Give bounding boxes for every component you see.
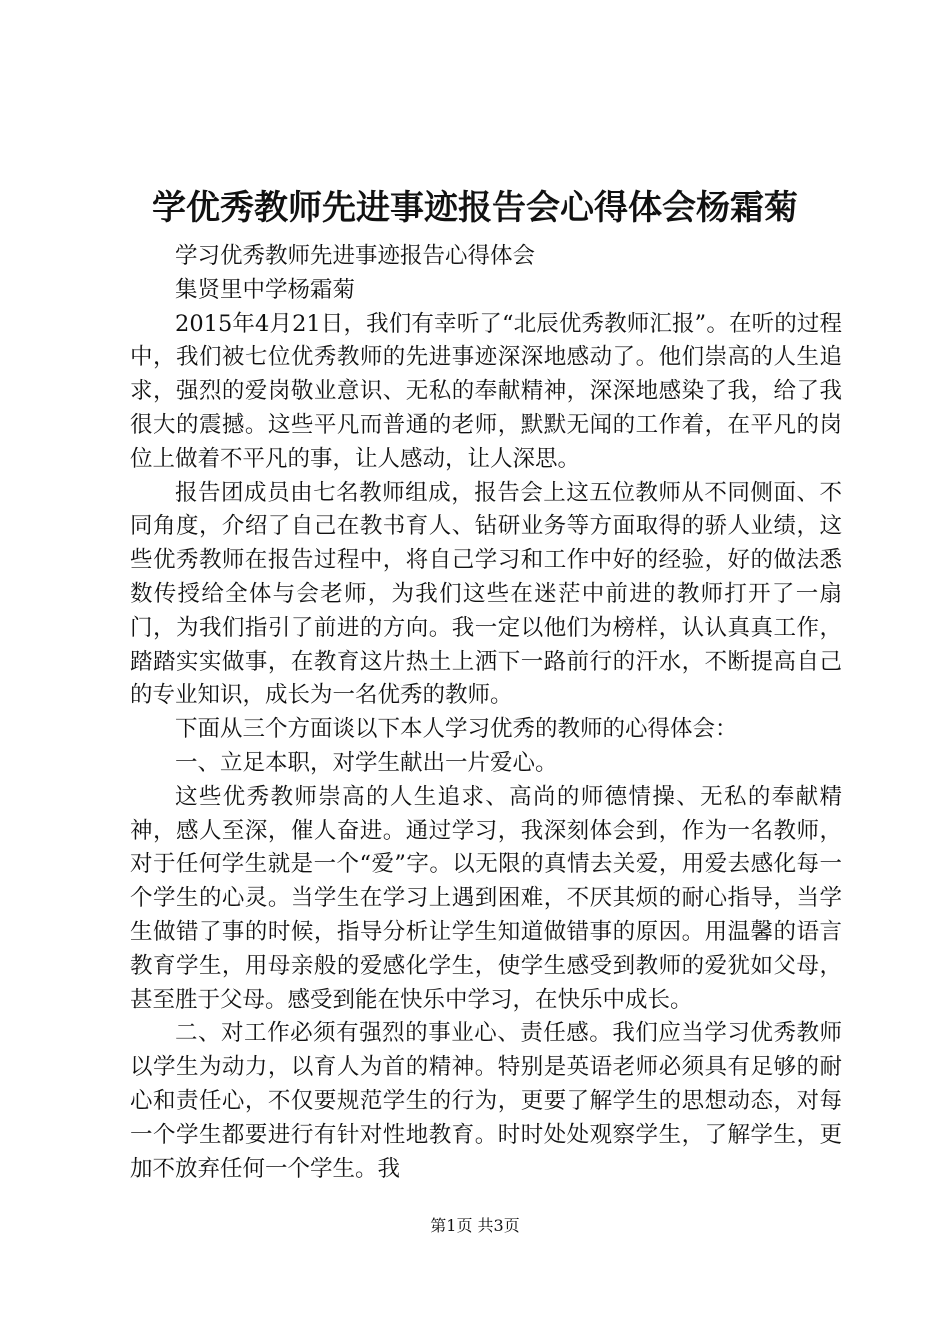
document-title: 学优秀教师先进事迹报告会心得体会杨霜菊 — [152, 188, 798, 228]
body-paragraph: 报告团成员由七名教师组成，报告会上这五位教师从不同侧面、不同角度，介绍了自己在教书育人、钻研业务等方面取得的骄人业绩，这些优秀教师在报告过程中，将自己学习和工作中好的经验，好的做法悉数传授给全体与会老师，为我们这些在迷茫中前进的教师打开了一扇门，为我们指引了前进的方向。我一定以他们为榜样，认认真真工作，踏踏实实做事，在教育这片热土上洒下一路前行的汗水，不断提高自己的专业知识，成长为一名优秀的教师。 — [130, 479, 842, 709]
page-number-footer: 第1页 共3页 — [430, 1216, 520, 1235]
document-body — [130, 240, 842, 1186]
body-paragraph: 二、对工作必须有强烈的事业心、责任感。我们应当学习优秀教师以学生为动力，以育人为首的精神。特别是英语老师必须具有足够的耐心和责任心，不仅要规范学生的行为，更要了解学生的思想动态，对每一个学生都要进行有针对性地教育。时时处处观察学生，了解学生，更加不放弃任何一个学生。我 — [130, 1020, 842, 1182]
section-heading: 一、立足本职，对学生献出一片爱心。 — [175, 749, 558, 776]
body-paragraph: 2015年4月21日，我们有幸听了“北辰优秀教师汇报”。在听的过程中，我们被七位优秀教师的先进事迹深深地感动了。他们崇高的人生追求，强烈的爱岗敬业意识、无私的奉献精神，深深地感染了我，给了我很大的震撼。这些平凡而普通的老师，默默无闻的工作着，在平凡的岗位上做着不平凡的事，让人感动，让人深思。 — [130, 310, 842, 472]
author-paragraph: 集贤里中学杨霜菊 — [175, 276, 356, 303]
body-paragraph: 这些优秀教师崇高的人生追求、高尚的师德情操、无私的奉献精神，感人至深，催人奋进。通过学习，我深刻体会到，作为一名教师，对于任何学生就是一个“爱”字。以无限的真情去关爱，用爱去感化每一个学生的心灵。当学生在学习上遇到困难，不厌其烦的耐心指导，当学生做错了事的时候，指导分析让学生知道做错事的原因。用温馨的语言教育学生，用母亲般的爱感化学生，使学生感受到教师的爱犹如父母，甚至胜于父母。感受到能在快乐中学习，在快乐中成长。 — [130, 783, 842, 1013]
body-paragraph: 下面从三个方面谈以下本人学习优秀的教师的心得体会： — [175, 716, 738, 743]
subtitle-paragraph: 学习优秀教师先进事迹报告心得体会 — [175, 243, 536, 269]
